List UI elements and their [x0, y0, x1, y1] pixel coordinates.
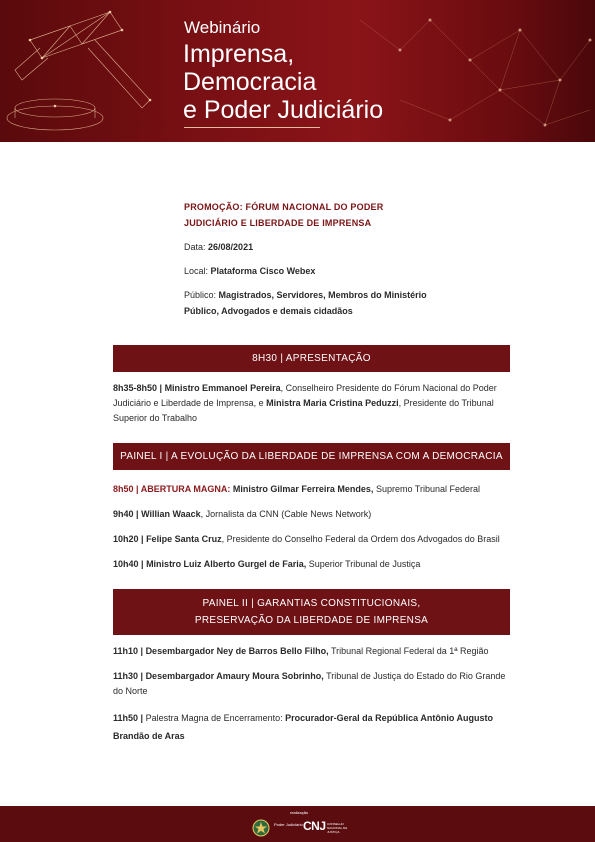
- agenda-time: 11h50 |: [113, 713, 144, 723]
- location-value: Plataforma Cisco Webex: [210, 266, 316, 276]
- agenda-item: [113, 709, 513, 745]
- audience-label: Público:: [184, 290, 217, 300]
- agenda-item: [113, 381, 513, 426]
- agenda-time: 8h50 | ABERTURA MAGNA:: [113, 484, 231, 494]
- audience-row: [184, 287, 464, 319]
- speaker-name: Ministro Gilmar Ferreira Mendes,: [232, 484, 374, 494]
- realizacao-label: realização: [290, 810, 309, 815]
- date-label: Data:: [184, 242, 206, 252]
- promotion-line: PROMOÇÃO: FÓRUM NACIONAL DO PODER: [184, 202, 384, 212]
- cnj-full-name: CONSELHO NACIONAL DE JUSTIÇA: [327, 822, 348, 834]
- section-title-line: PAINEL II | GARANTIAS CONSTITUCIONAIS,: [202, 598, 421, 609]
- speaker-name: Desembargador Ney de Barros Bello Filho,: [145, 646, 329, 656]
- footer-bar: [0, 806, 595, 842]
- section-header-painel-1: PAINEL I | A EVOLUÇÃO DA LIBERDADE DE IMPRENSA COM A DEMOCRACIA: [113, 443, 510, 470]
- speaker-role: Tribunal de Justiça do Estado do Rio Grande do Norte: [113, 671, 506, 696]
- agenda-item: [113, 507, 513, 522]
- speaker-role: , Conselheiro Presidente do Fórum Nacional do Poder Judiciário e Liberdade de Imprensa, e: [113, 383, 497, 408]
- gavel-icon: [0, 0, 170, 142]
- agenda-time: 10h20 |: [113, 534, 144, 544]
- section-title-line: PRESERVAÇÃO DA LIBERDADE DE IMPRENSA: [194, 615, 429, 626]
- speaker-role: , Jornalista da CNN (Cable News Network): [200, 509, 372, 519]
- poder-judiciario-text: Poder Judiciário: [274, 822, 303, 827]
- session-title: Palestra Magna de Encerramento:: [145, 713, 283, 723]
- agenda-time: 10h40 |: [113, 559, 144, 569]
- agenda-time: 11h10 |: [113, 646, 144, 656]
- title-line: e Poder Judiciário: [183, 96, 384, 124]
- agenda-item: [113, 532, 513, 547]
- event-info: [184, 199, 464, 319]
- agenda-item: [113, 482, 513, 497]
- agenda-item: [113, 557, 513, 572]
- title-underline: [184, 127, 320, 128]
- speaker-role: Supremo Tribunal Federal: [375, 484, 480, 494]
- event-kicker: Webinário: [184, 18, 261, 37]
- speaker-name: Procurador-Geral da República Antônio Augusto Brandão de Aras: [113, 713, 494, 741]
- speaker-role: Superior Tribunal de Justiça: [308, 559, 421, 569]
- speaker-role: Tribunal Regional Federal da 1ª Região: [330, 646, 489, 656]
- speaker-name: Ministro Emmanoel Pereira: [164, 383, 281, 393]
- speaker-name: Felipe Santa Cruz: [146, 534, 222, 544]
- title-line: Imprensa,: [183, 40, 295, 68]
- agenda-item: [113, 644, 513, 659]
- agenda-time: 9h40 |: [113, 509, 139, 519]
- speaker-role: , Presidente do Conselho Federal da Ordem dos Advogados do Brasil: [221, 534, 500, 544]
- event-title: [183, 40, 383, 124]
- agenda-time: 8h35-8h50 |: [113, 383, 163, 393]
- agenda-time: 11h30 |: [113, 671, 144, 681]
- section-header-apresentacao: 8H30 | APRESENTAÇÃO: [113, 345, 510, 372]
- title-line: Democracia: [183, 68, 317, 96]
- speaker-name: Desembargador Amaury Moura Sobrinho,: [145, 671, 324, 681]
- agenda-item: [113, 669, 513, 699]
- location-label: Local:: [184, 266, 209, 276]
- speaker-name: Ministro Luiz Alberto Gurgel de Faria,: [146, 559, 307, 569]
- cnj-logo: CNJ: [303, 819, 326, 833]
- promotion-line: JUDICIÁRIO E LIBERDADE DE IMPRENSA: [184, 218, 372, 228]
- section-header-painel-2: [113, 589, 510, 635]
- speaker-role: , Presidente do Tribunal Superior do Trabalho: [113, 398, 494, 423]
- date-row: [184, 239, 464, 255]
- coat-of-arms-icon: [252, 819, 270, 837]
- location-row: [184, 263, 464, 279]
- speaker-name: Willian Waack: [141, 509, 201, 519]
- date-value: 26/08/2021: [208, 242, 254, 252]
- speaker-name: Ministra Maria Cristina Peduzzi: [266, 398, 399, 408]
- header-banner: [0, 0, 595, 142]
- audience-value: Magistrados, Servidores, Membros do Ministério Público, Advogados e demais cidadãos: [184, 290, 427, 316]
